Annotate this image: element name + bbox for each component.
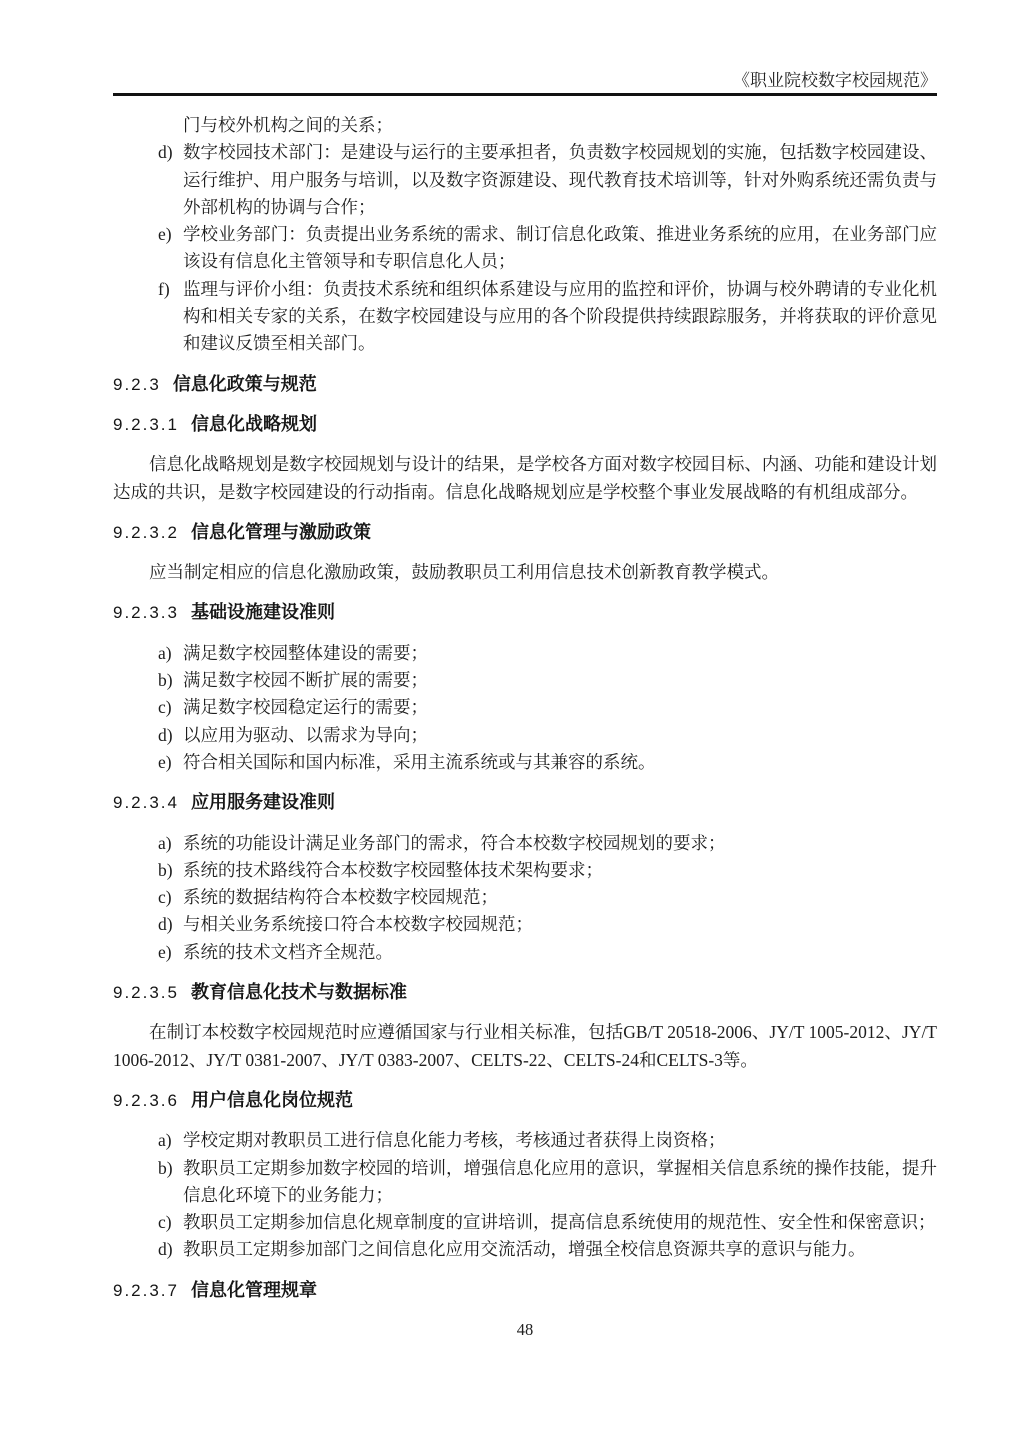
list-item-label: c) [158,887,172,908]
list-item [113,276,937,358]
list-item-label: e) [158,941,172,962]
list-item-text: 教职员工定期参加信息化规章制度的宣讲培训，提高信息系统使用的规范性、安全性和保密意识； [183,1212,936,1233]
section-title: 信息化管理规章 [191,1279,317,1300]
section-title: 信息化战略规划 [191,413,317,434]
ordered-list [113,830,937,966]
list-item [113,1236,937,1263]
section-title: 用户信息化岗位规范 [191,1089,353,1110]
list-item [113,221,937,276]
list-item-label: d) [158,142,173,163]
list-item-text: 学校定期对教职员工进行信息化能力考核，考核通过者获得上岗资格； [183,1130,726,1151]
section-heading [113,979,937,1006]
section-heading [113,599,937,626]
list-item-text: 监理与评价小组：负责技术系统和组织体系建设与应用的监控和评价，协调与校外聘请的专业化机构和相关专家的关系，在数字校园建设与应用的各个阶段提供持续跟踪服务，并将获取的评价意见和建议反馈至相关部门。 [183,278,937,354]
list-item-label: d) [158,724,173,745]
list-item-text: 满足数字校园稳定运行的需要； [183,697,428,718]
list-item-text: 符合相关国际和国内标准，采用主流系统或与其兼容的系统。 [183,751,656,772]
section-title: 信息化政策与规范 [172,373,317,394]
list-item-label: d) [158,914,173,935]
ordered-list [113,139,937,357]
list-item-text: 学校业务部门：负责提出业务系统的需求、制订信息化政策、推进业务系统的应用，在业务部门应该设有信息化主管领导和专职信息化人员； [183,224,937,272]
list-item [113,1127,937,1154]
list-item [113,749,937,776]
list-item-text: 与相关业务系统接口符合本校数字校园规范； [183,914,533,935]
list-item-label: e) [158,224,172,245]
page-number: 48 [516,1320,534,1339]
body-paragraph: 在制订本校数字校园规范时应遵循国家与行业相关标准，包括GB/T 20518-2006、JY/T 1005-2012、JY/T 1006-2012、JY/T 0381-2007、JY/T 0383-2007、CELTS-22、CELTS-24和CELTS-3等。 [113,1022,937,1070]
list-item-text: 系统的技术路线符合本校数字校园整体技术架构要求； [183,859,603,880]
list-item [113,939,937,966]
section-heading [113,1087,937,1114]
section-heading [113,789,937,816]
section-heading [113,1277,937,1304]
section-number: 9.2.3.2 [113,522,179,542]
list-item-text: 满足数字校园不断扩展的需要； [183,670,428,691]
section-heading [113,411,937,438]
section-number: 9.2.3 [113,374,161,394]
section-number: 9.2.3.7 [113,1280,179,1300]
list-item [113,911,937,938]
document-body [113,112,937,1317]
list-item [113,830,937,857]
list-item-text: 系统的功能设计满足业务部门的需求，符合本校数字校园规划的要求； [183,832,726,853]
list-item-text: 系统的数据结构符合本校数字校园规范； [183,887,498,908]
section-number: 9.2.3.6 [113,1090,179,1110]
list-item-text: 教职员工定期参加数字校园的培训，增强信息化应用的意识，掌握相关信息系统的操作技能，提升信息化环境下的业务能力； [183,1157,937,1205]
list-item [113,1209,937,1236]
body-paragraph: 应当制定相应的信息化激励政策，鼓励教职员工利用信息技术创新教育教学模式。 [149,562,779,583]
list-item [113,694,937,721]
section-title: 基础设施建设准则 [191,602,335,623]
list-item [113,1155,937,1210]
list-item-label: b) [158,859,173,880]
list-item [113,139,937,221]
list-item-label: a) [158,642,172,663]
list-item [113,884,937,911]
list-item-label: a) [158,832,172,853]
section-number: 9.2.3.1 [113,414,179,434]
section-title: 信息化管理与激励政策 [191,521,371,542]
section-heading [113,371,937,398]
section-number: 9.2.3.5 [113,983,179,1003]
list-item-label: c) [158,1212,172,1233]
list-item [113,857,937,884]
body-paragraph: 信息化战略规划是数字校园规划与设计的结果，是学校各方面对数字校园目标、内涵、功能和建设计划达成的共识，是数字校园建设的行动指南。信息化战略规划应是学校整个事业发展战略的有机组成部分。 [113,454,937,502]
list-item-label: a) [158,1130,172,1151]
list-item-text: 数字校园技术部门：是建设与运行的主要承担者，负责数字校园规划的实施，包括数字校园建设、运行维护、用户服务与培训，以及数字资源建设、现代教育技术培训等，针对外购系统还需负责与外部机构的协调与合作； [183,142,937,217]
list-item-label: c) [158,697,172,718]
list-item-text: 满足数字校园整体建设的需要； [183,642,428,663]
section-title: 应用服务建设准则 [191,792,335,813]
list-item-label: b) [158,670,173,691]
list-item-text: 教职员工定期参加部门之间信息化应用交流活动，增强全校信息资源共享的意识与能力。 [183,1239,866,1260]
list-item-text: 系统的技术文档齐全规范。 [183,941,393,962]
list-item-label: e) [158,751,172,772]
list-item-text: 以应用为驱动、以需求为导向； [183,724,428,745]
continuation-paragraph: 门与校外机构之间的关系； [183,115,393,135]
ordered-list [113,1127,937,1263]
list-item [113,722,937,749]
section-heading [113,519,937,546]
page-header-title: 《职业院校数字校园规范》 [733,71,937,90]
section-title: 教育信息化技术与数据标准 [191,982,407,1003]
list-item [113,640,937,667]
section-number: 9.2.3.4 [113,793,179,813]
list-item-label: b) [158,1157,173,1178]
section-number: 9.2.3.3 [113,603,179,623]
list-item [113,667,937,694]
list-item-label: d) [158,1239,173,1260]
list-item-label: f) [158,278,170,299]
header-rule [113,93,937,96]
ordered-list [113,640,937,776]
